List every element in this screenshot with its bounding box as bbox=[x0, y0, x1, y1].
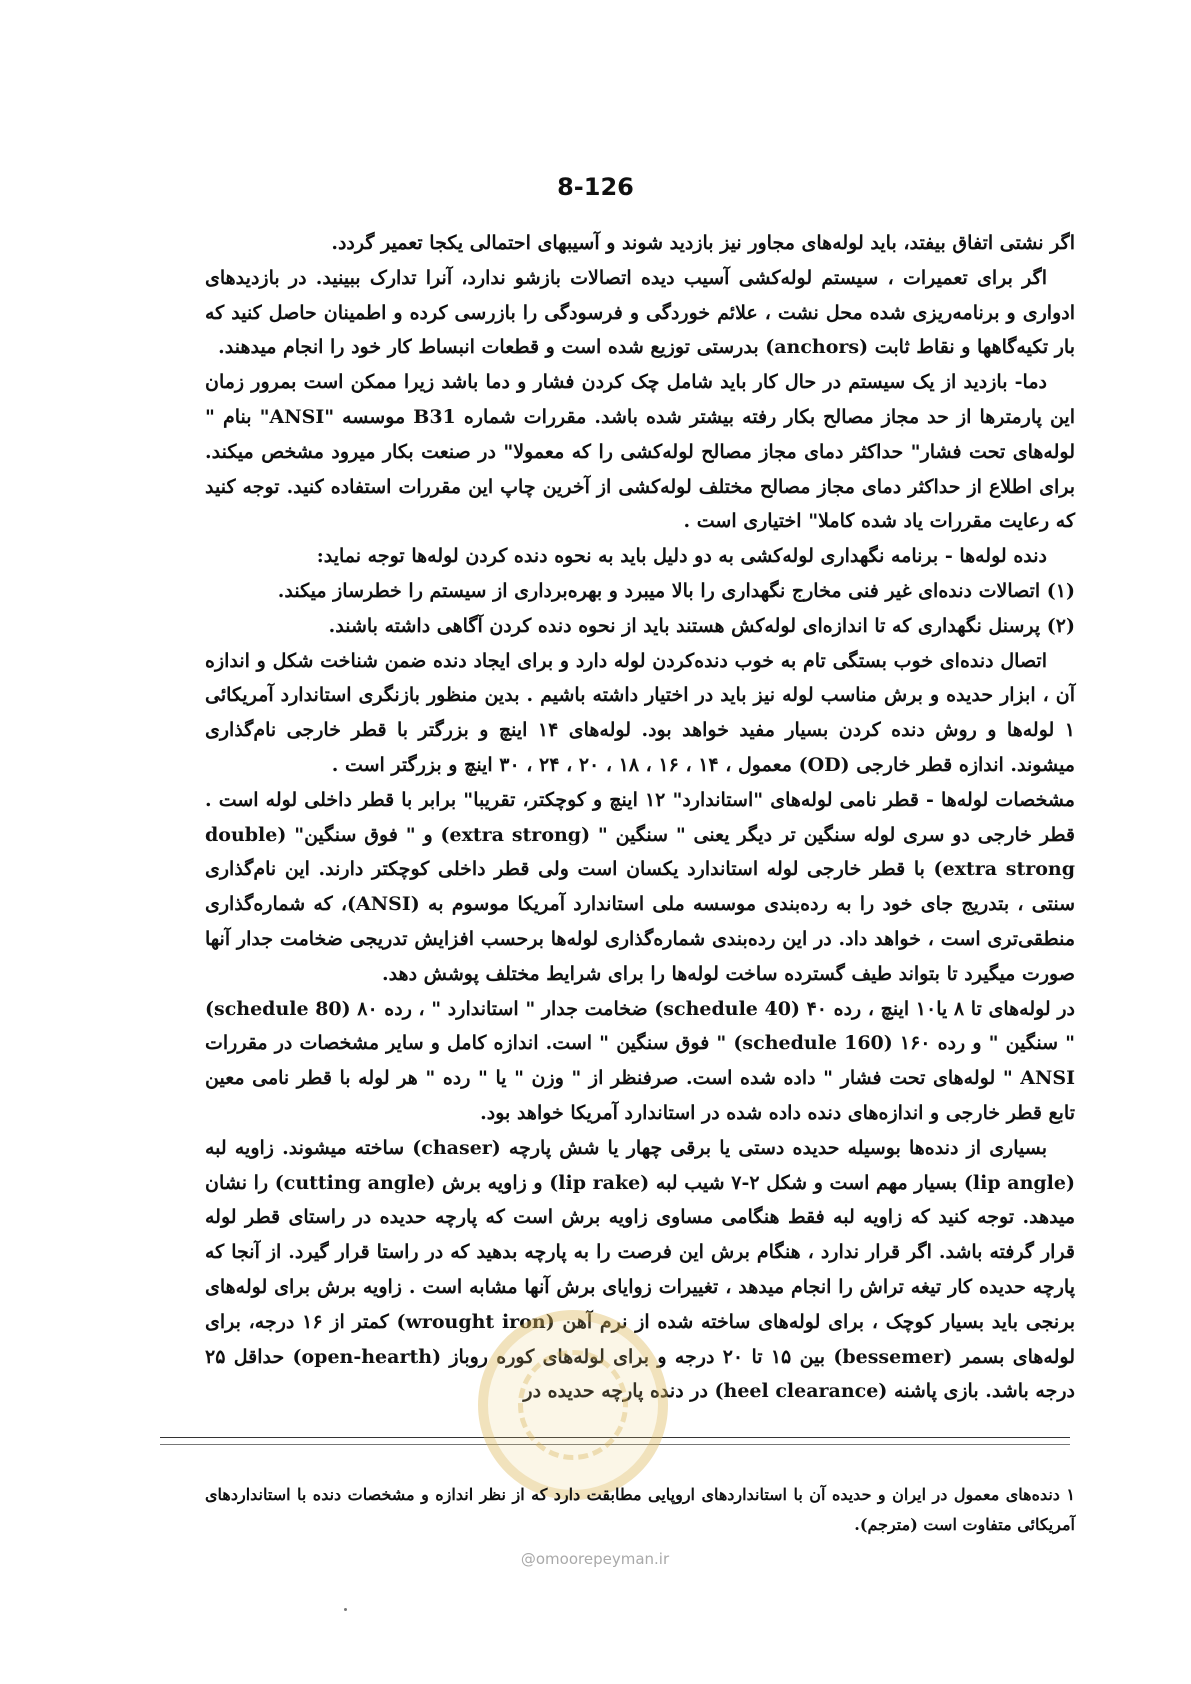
footnote: ۱ دنده‌های معمول در ایران و حدیده آن با استانداردهای اروپایی مطابقت دارد که از نظر اندازه و مشخصات دنده با استانداردهای آمریکائی متفاوت است (مترجم). bbox=[205, 1485, 1075, 1534]
paragraph-text: بازدید از یک سیستم در حال کار باید شامل چک کردن فشار و دما باشد زیرا ممکن است بمرور زمان این پارمترها از حد مجاز مصالح بکار رفته بیشتر شده باشد. مقررات شماره B31 موسسه "ANSI" بنام " لوله‌های تحت فشار" حداکثر دمای مجاز مصالح لوله‌کشی را که معمولا" در صنعت بکار میرود مشخص میکند. برای اطلاع از حداکثر دمای مجاز مصالح مختلف لوله‌کشی از آخرین چاپ این مقررات استفاده کنید. توجه کنید که رعایت مقررات یاد شده کاملا" اختیاری است . bbox=[205, 371, 1075, 533]
body-text bbox=[205, 226, 1075, 1409]
paragraph-text: برنامه نگهداری لوله‌کشی به دو دلیل باید به نحوه دنده کردن لوله‌ها توجه نماید: bbox=[316, 545, 945, 568]
paragraph: بسیاری از دنده‌ها بوسیله حدیده دستی یا برقی چهار یا شش پارچه (chaser) ساخته میشوند. زاویه لبه (lip angle) بسیار مهم است و شکل ۲-۷ شیب لبه (lip rake) و زاویه برش (cutting angle) را نشان میدهد. توجه کنید که زاویه لبه فقط هنگامی مساوی زاویه برش است که پارچه حدیده در راستای قطر لوله قرار گرفته باشد. اگر قرار ندارد ، هنگام برش این فرصت را به پارچه بدهید که در راستا قرار گیرد. از آنجا که پارچه حدیده کار تیغه تراش را انجام میدهد ، تغییرات زوایای برش آنها مشابه است . زاویه برش برای لوله‌های برنجی باید بسیار کوچک ، برای لوله‌های ساخته شده از نرم آهن (wrought iron) کمتر از ۱۶ درجه، برای لوله‌های بسمر (bessemer) بین ۱۵ تا ۲۰ درجه و برای لوله‌های کوره روباز (open-hearth) حداقل ۲۵ درجه باشد. بازی پاشنه (heel clearance) در دنده پارچه حدیده در bbox=[205, 1136, 1075, 1403]
section-heading: دنده لوله‌ها - bbox=[944, 545, 1047, 568]
paragraph bbox=[205, 365, 1075, 539]
section-heading: دما- bbox=[1014, 371, 1047, 394]
list-item: (۱) اتصالات دنده‌ای غیر فنی مخارج نگهداری را بالا میبرد و بهره‌برداری از سیستم را خطرساز میکند. bbox=[277, 579, 1075, 602]
paragraph: در لوله‌های تا ۸ یا۱۰ اینچ ، رده ۴۰ (schedule 40) ضخامت جدار " استاندارد " ، رده ۸۰ (schedule 80) " سنگین " و رده ۱۶۰ (schedule 160) " فوق سنگین " است. اندازه کامل و سایر مشخصات در مقررات ANSI " لوله‌های تحت فشار " داده شده است. صرفنظر از " وزن " یا " رده " هر لوله با قطر نامی معین تابع قطر خارجی و اندازه‌های دنده داده شده در استاندارد آمریکا خواهد بود. bbox=[205, 997, 1075, 1124]
scan-speck bbox=[344, 1608, 347, 1611]
watermark-seal-icon bbox=[478, 1310, 668, 1500]
section-heading: مشخصات لوله‌ها - bbox=[925, 788, 1075, 811]
paragraph: اگر برای تعمیرات ، سیستم لوله‌کشی آسیب دیده اتصالات بازشو ندارد، آنرا تدارک ببینید. در بازدیدهای ادواری و برنامه‌ریزی شده محل نشت ، علائم خوردگی و فرسودگی را بازرسی کرده و اطمینان حاصل کنید که بار تکیه‌گاهها و نقاط ثابت (anchors) بدرستی توزیع شده است و قطعات انبساط کار خود را انجام میدهند. bbox=[205, 266, 1075, 359]
paragraph: اتصال دنده‌ای خوب بستگی تام به خوب دنده‌کردن لوله دارد و برای ایجاد دنده ضمن شناخت شکل و اندازه آن ، ابزار حدیده و برش مناسب لوله نیز باید در اختیار داشته باشیم . بدین منظور بازنگری استاندارد آمریکائی ۱ لوله‌ها و روش دنده کردن بسیار مفید خواهد بود. لوله‌های ۱۴ اینچ و بزرگتر با قطر خارجی نام‌گذاری میشوند. اندازه قطر خارجی (OD) معمول ، ۱۴ ، ۱۶ ، ۱۸ ، ۲۰ ، ۲۴ ، ۳۰ اینچ و بزرگتر است . bbox=[205, 649, 1075, 776]
paragraph: اگر نشتی اتفاق بیفتد، باید لوله‌های مجاور نیز بازدید شوند و آسیبهای احتمالی یکجا تعمیر گردد. bbox=[331, 232, 1075, 254]
paragraph-text: قطر نامی لوله‌های "استاندارد" ۱۲ اینچ و کوچکتر، تقریبا" برابر با قطر داخلی لوله است . قطر خارجی دو سری لوله سنگین تر دیگر یعنی " سنگین " (extra strong) و " فوق سنگین" (double extra strong) با قطر خارجی لوله استاندارد یکسان است ولی قطر داخلی کوچکتر دارند. این نام‌گذاری سنتی ، بتدریج جای خود را به رده‌بندی موسسه ملی استاندارد آمریکا موسوم به (ANSI)، که شماره‌گذاری منطقی‌تری است ، خواهد داد. در این رده‌بندی شماره‌گذاری لوله‌ها برحسب افزایش تدریجی ضخامت جدار آنها صورت میگیرد تا بتواند طیف گسترده ساخت لوله‌ها را برای شرایط مختلف پوشش دهد. bbox=[205, 788, 1076, 985]
watermark: @omoorepeyman.ir bbox=[520, 1550, 670, 1568]
paragraph bbox=[205, 539, 1075, 574]
list-item: (۲) پرسنل نگهداری که تا اندازه‌ای لوله‌کش هستند باید از نحوه دنده کردن آگاهی داشته باشند. bbox=[328, 614, 1075, 637]
page-number: 8-126 bbox=[557, 173, 634, 201]
paragraph bbox=[205, 783, 1075, 992]
